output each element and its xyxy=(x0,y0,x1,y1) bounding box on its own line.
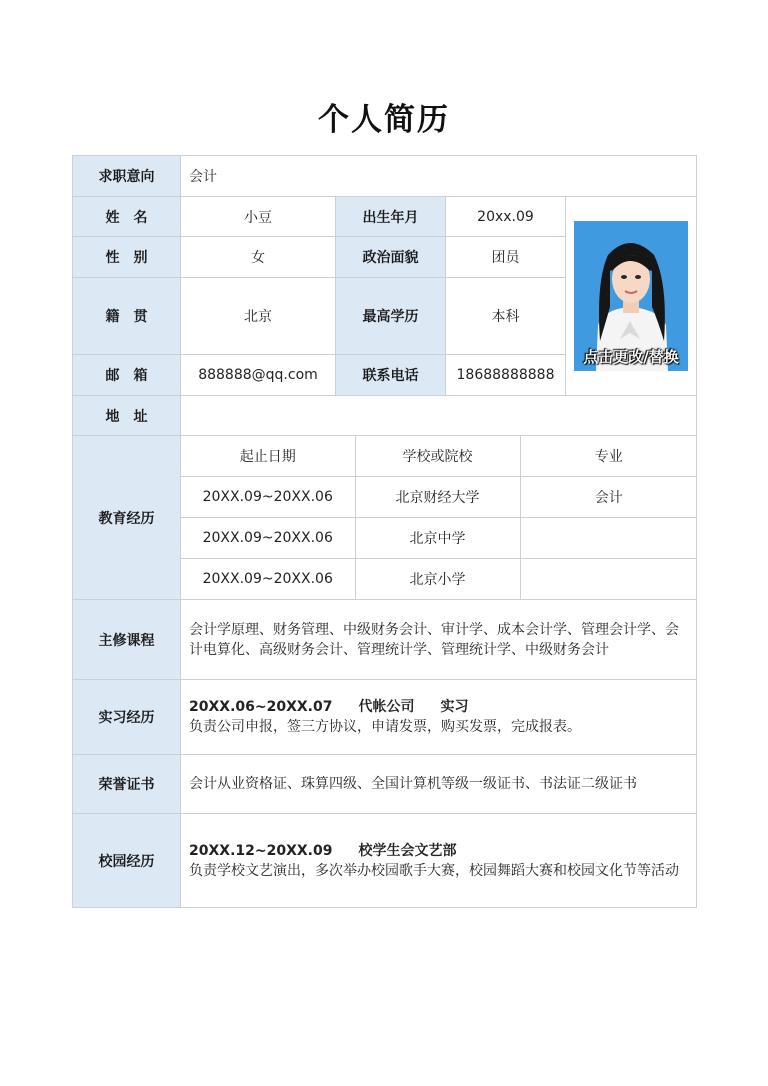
address-label: 地 址 xyxy=(73,396,181,436)
page-title: 个人简历 xyxy=(318,102,450,138)
political-label: 政治面貌 xyxy=(336,237,446,278)
education-header: 起止日期 xyxy=(239,449,296,465)
education-school[interactable]: 北京财经大学 xyxy=(355,477,520,518)
education-row xyxy=(181,477,697,518)
phone-label: 联系电话 xyxy=(336,355,446,396)
resume-table xyxy=(72,155,697,908)
courses-label: 主修课程 xyxy=(73,600,181,680)
profile-photo[interactable] xyxy=(574,221,688,371)
campus-date: 20XX.12~20XX.09 xyxy=(189,842,333,859)
campus-heading xyxy=(189,841,688,861)
phone-value[interactable]: 18688888888 xyxy=(446,355,566,396)
education-school[interactable]: 北京小学 xyxy=(355,559,520,600)
gender-label: 性 别 xyxy=(73,237,181,278)
name-value[interactable]: 小豆 xyxy=(181,197,336,237)
internship-date: 20XX.06~20XX.07 xyxy=(189,699,333,715)
honors-cell xyxy=(181,755,697,814)
internship-company: 代帐公司 xyxy=(358,699,415,715)
education-header: 学校或院校 xyxy=(355,436,520,477)
education-major[interactable]: 会计 xyxy=(520,477,697,518)
courses-cell xyxy=(181,600,697,680)
education-date[interactable]: 20XX.09~20XX.06 xyxy=(181,518,355,559)
internship-content[interactable] xyxy=(181,697,696,737)
name-label: 姓 名 xyxy=(73,197,181,237)
education-row xyxy=(181,559,697,600)
internship-cell xyxy=(181,680,697,755)
address-value[interactable] xyxy=(181,396,697,436)
origin-label: 籍 贯 xyxy=(73,278,181,355)
campus-desc: 负责学校文艺演出，多次举办校园歌手大赛，校园舞蹈大赛和校园文化节等活动 xyxy=(189,862,679,879)
campus-content[interactable] xyxy=(181,841,696,881)
education-major[interactable] xyxy=(520,518,697,559)
education-header: 专业 xyxy=(520,436,697,477)
education-school[interactable]: 北京中学 xyxy=(355,518,520,559)
courses-text[interactable]: 会计学原理、财务管理、中级财务会计、审计学、成本会计学、管理会计学、会计电算化、高级财务会计、管理统计学、管理统计学、中级财务会计 xyxy=(189,621,679,658)
birth-value[interactable]: 20xx.09 xyxy=(446,197,566,237)
honors-text[interactable]: 会计从业资格证、珠算四级、全国计算机等级一级证书、书法证二级证书 xyxy=(189,776,637,792)
degree-label: 最高学历 xyxy=(336,278,446,355)
education-major[interactable] xyxy=(520,559,697,600)
internship-desc: 负责公司申报，签三方协议，申请发票，购买发票，完成报表。 xyxy=(189,719,581,735)
internship-label: 实习经历 xyxy=(73,680,181,755)
education-date[interactable]: 20XX.09~20XX.06 xyxy=(181,559,355,600)
internship-heading xyxy=(189,697,688,717)
job-label: 求职意向 xyxy=(73,156,181,197)
campus-org: 校学生会文艺部 xyxy=(358,842,457,859)
education-label: 教育经历 xyxy=(73,436,181,600)
education-row xyxy=(181,518,697,559)
degree-value[interactable]: 本科 xyxy=(446,278,566,355)
photo-cell[interactable] xyxy=(566,197,697,396)
campus-label: 校园经历 xyxy=(73,814,181,908)
honors-label: 荣誉证书 xyxy=(73,755,181,814)
email-value[interactable]: 888888@qq.com xyxy=(181,355,336,396)
political-value[interactable]: 团员 xyxy=(446,237,566,278)
email-label: 邮 箱 xyxy=(73,355,181,396)
education-date[interactable]: 20XX.09~20XX.06 xyxy=(181,477,355,518)
origin-value[interactable]: 北京 xyxy=(181,278,336,355)
education-header-row xyxy=(181,436,697,477)
gender-value[interactable]: 女 xyxy=(181,237,336,278)
education-cell xyxy=(181,436,697,600)
education-table xyxy=(181,436,697,599)
internship-role: 实习 xyxy=(440,699,469,715)
photo-caption[interactable]: 点击更改/替换 xyxy=(583,348,679,366)
campus-cell xyxy=(181,814,697,908)
job-value[interactable]: 会计 xyxy=(181,156,697,197)
birth-label: 出生年月 xyxy=(336,197,446,237)
